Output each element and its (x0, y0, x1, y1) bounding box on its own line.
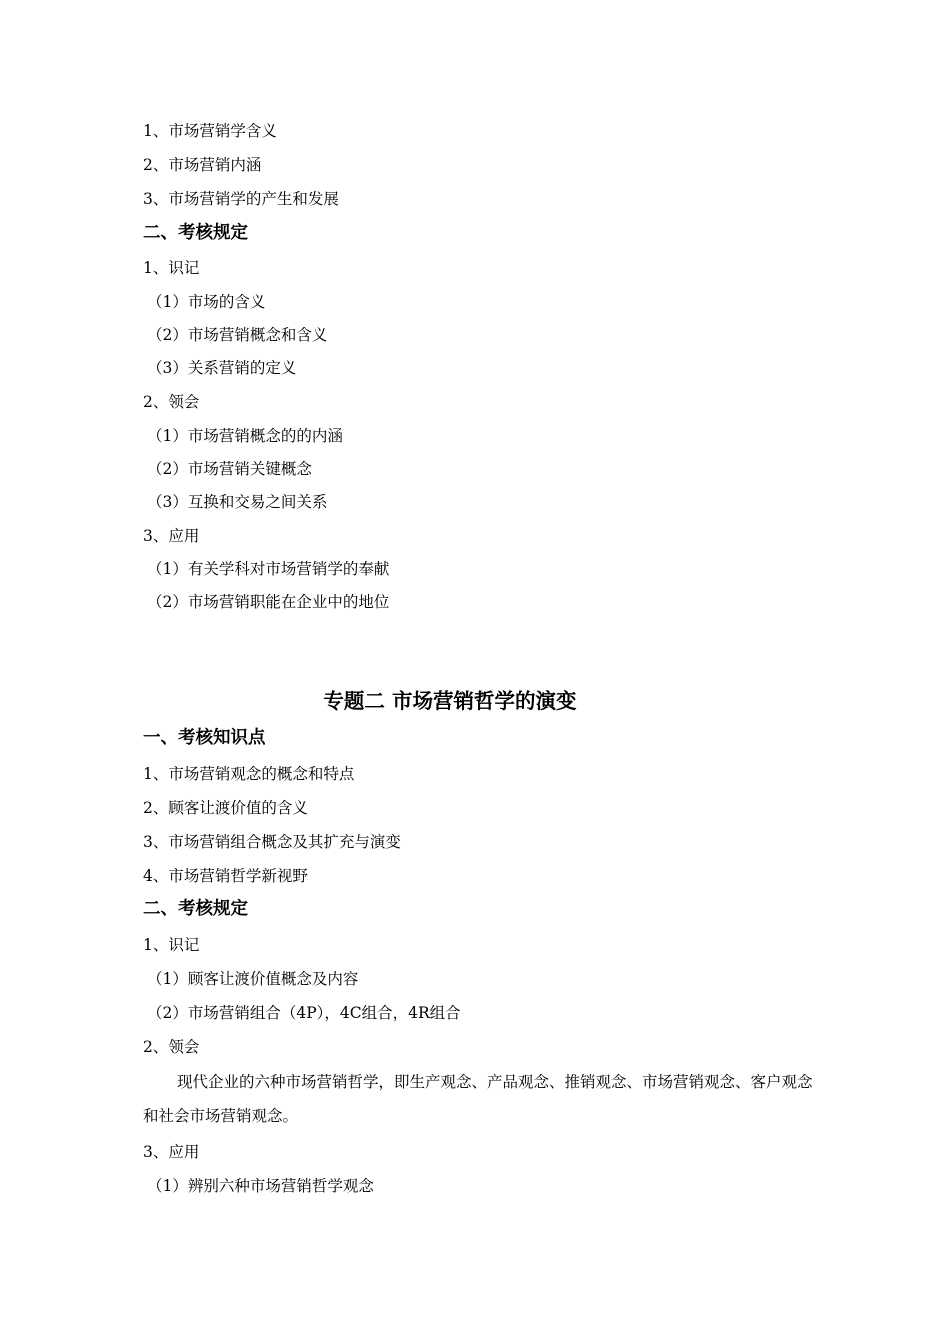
list-item: 1、市场营销学含义 (143, 122, 277, 140)
body-paragraph: 现代企业的六种市场营销哲学，即生产观念、产品观念、推销观念、市场营销观念、客户观念和社会市场营销观念。 (143, 1073, 813, 1125)
list-item: 2、市场营销内涵 (143, 156, 262, 174)
section-heading-rules: 二、考核规定 (143, 223, 248, 243)
subheading-apply: 3、应用 (143, 527, 200, 545)
subheading-recall: 1、识记 (143, 936, 200, 954)
list-item: 3、市场营销组合概念及其扩充与演变 (143, 833, 401, 851)
section-heading-rules: 二、考核规定 (143, 899, 248, 919)
list-item: （3）关系营销的定义 (147, 359, 297, 377)
subheading-understand: 2、领会 (143, 1038, 200, 1056)
chapter-title: 专题二 市场营销哲学的演变 (323, 689, 577, 713)
section-heading-knowledge: 一、考核知识点 (143, 728, 266, 748)
list-item: 1、市场营销观念的概念和特点 (143, 765, 355, 783)
subheading-understand: 2、领会 (143, 393, 200, 411)
list-item: 4、市场营销哲学新视野 (143, 867, 308, 885)
subheading-recall: 1、识记 (143, 259, 200, 277)
list-item: 3、市场营销学的产生和发展 (143, 190, 339, 208)
list-item: 2、顾客让渡价值的含义 (143, 799, 308, 817)
list-item: （1）顾客让渡价值概念及内容 (147, 970, 359, 988)
list-item: （2）市场营销职能在企业中的地位 (147, 593, 390, 611)
list-item: （2）市场营销概念和含义 (147, 326, 328, 344)
list-item: （3）互换和交易之间关系 (147, 493, 328, 511)
list-item: （2）市场营销组合（4P），4C组合，4R组合 (147, 1004, 461, 1022)
list-item: （1）辨别六种市场营销哲学观念 (147, 1177, 374, 1195)
list-item: （1）市场营销概念的的内涵 (147, 427, 343, 445)
list-item: （2）市场营销关键概念 (147, 460, 312, 478)
list-item: （1）有关学科对市场营销学的奉献 (147, 560, 390, 578)
subheading-apply: 3、应用 (143, 1143, 200, 1161)
list-item: （1）市场的含义 (147, 293, 266, 311)
